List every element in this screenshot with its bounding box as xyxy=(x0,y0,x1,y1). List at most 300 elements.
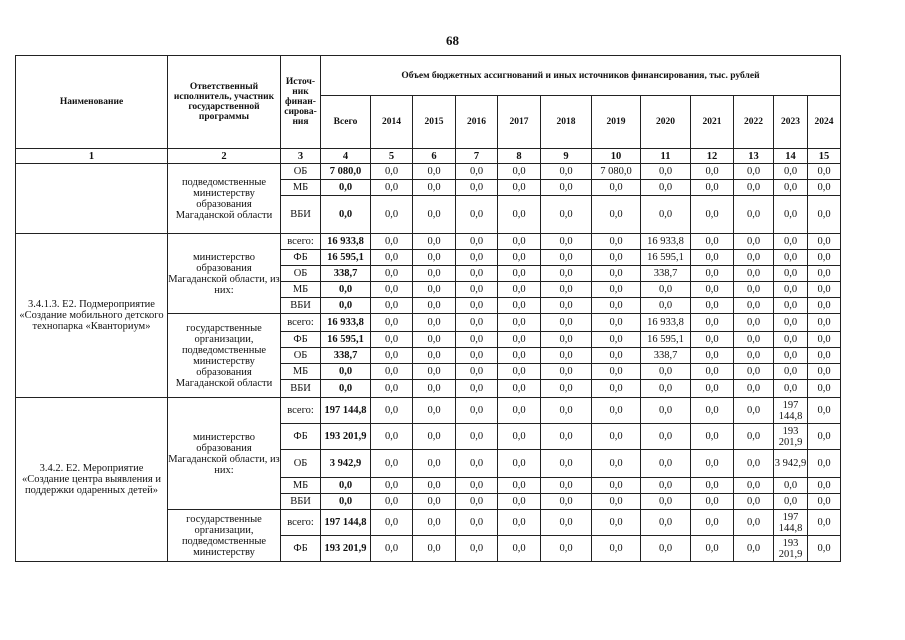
value-cell: 0,0 xyxy=(808,424,841,450)
value-cell: 0,0 xyxy=(774,314,808,332)
budget-table xyxy=(15,55,841,562)
value-cell: 0,0 xyxy=(456,332,498,348)
source-cell: всего: xyxy=(281,398,321,424)
value-cell: 0,0 xyxy=(734,424,774,450)
value-cell: 0,0 xyxy=(413,380,456,398)
value-cell: 16 933,8 xyxy=(641,314,691,332)
source-cell: ФБ xyxy=(281,332,321,348)
value-cell: 0,0 xyxy=(641,424,691,450)
value-cell: 0,0 xyxy=(808,234,841,250)
value-cell: 0,0 xyxy=(734,536,774,562)
value-cell: 0,0 xyxy=(541,348,592,364)
value-cell: 0,0 xyxy=(413,364,456,380)
value-cell: 0,0 xyxy=(592,536,641,562)
value-cell: 0,0 xyxy=(541,164,592,180)
total-cell: 0,0 xyxy=(321,364,371,380)
column-number: 9 xyxy=(541,149,592,164)
value-cell: 193 201,9 xyxy=(774,424,808,450)
value-cell: 0,0 xyxy=(371,298,413,314)
value-cell: 3 942,9 xyxy=(774,450,808,478)
value-cell: 0,0 xyxy=(774,164,808,180)
total-cell: 338,7 xyxy=(321,348,371,364)
value-cell: 16 933,8 xyxy=(641,234,691,250)
header-year: 2019 xyxy=(592,96,641,149)
column-number: 15 xyxy=(808,149,841,164)
value-cell: 0,0 xyxy=(371,478,413,494)
value-cell: 0,0 xyxy=(371,164,413,180)
total-cell: 197 144,8 xyxy=(321,398,371,424)
source-cell: ВБИ xyxy=(281,196,321,234)
source-cell: МБ xyxy=(281,478,321,494)
value-cell: 0,0 xyxy=(371,494,413,510)
value-cell: 0,0 xyxy=(691,424,734,450)
value-cell: 0,0 xyxy=(371,250,413,266)
value-cell: 0,0 xyxy=(498,348,541,364)
value-cell: 0,0 xyxy=(371,510,413,536)
source-cell: ОБ xyxy=(281,348,321,364)
executor-cell: подведомственные министерству образования Магаданской области xyxy=(168,164,281,234)
total-cell: 338,7 xyxy=(321,266,371,282)
value-cell: 0,0 xyxy=(498,478,541,494)
value-cell: 0,0 xyxy=(641,380,691,398)
value-cell: 0,0 xyxy=(456,180,498,196)
source-cell: ФБ xyxy=(281,250,321,266)
value-cell: 0,0 xyxy=(691,196,734,234)
value-cell: 0,0 xyxy=(734,364,774,380)
name-cell-empty xyxy=(16,164,168,234)
value-cell: 0,0 xyxy=(498,536,541,562)
total-cell: 193 201,9 xyxy=(321,424,371,450)
value-cell: 16 595,1 xyxy=(641,332,691,348)
column-number: 6 xyxy=(413,149,456,164)
source-cell: ВБИ xyxy=(281,380,321,398)
header-source: Источ-ник финан-сирова-ния xyxy=(281,56,321,149)
value-cell: 0,0 xyxy=(371,282,413,298)
value-cell: 0,0 xyxy=(592,348,641,364)
value-cell: 0,0 xyxy=(413,424,456,450)
value-cell: 0,0 xyxy=(808,536,841,562)
value-cell: 0,0 xyxy=(592,424,641,450)
value-cell: 0,0 xyxy=(456,282,498,298)
measure-name-cell: 3.4.1.3. Е2. Подмероприятие «Создание мобильного детского технопарка «Кванториум» xyxy=(16,234,168,398)
executor-cell: государственные организации, подведомственные министерству образования Магаданской области xyxy=(168,314,281,398)
value-cell: 0,0 xyxy=(808,332,841,348)
value-cell: 0,0 xyxy=(413,494,456,510)
column-number: 2 xyxy=(168,149,281,164)
value-cell: 0,0 xyxy=(371,266,413,282)
value-cell: 0,0 xyxy=(541,536,592,562)
value-cell: 0,0 xyxy=(774,364,808,380)
value-cell: 0,0 xyxy=(734,494,774,510)
value-cell: 0,0 xyxy=(592,450,641,478)
page-number: 68 xyxy=(446,33,459,48)
value-cell: 0,0 xyxy=(691,494,734,510)
value-cell: 0,0 xyxy=(774,180,808,196)
value-cell: 0,0 xyxy=(371,398,413,424)
value-cell: 0,0 xyxy=(456,380,498,398)
value-cell: 0,0 xyxy=(808,364,841,380)
value-cell: 0,0 xyxy=(456,234,498,250)
value-cell: 197 144,8 xyxy=(774,510,808,536)
value-cell: 0,0 xyxy=(371,424,413,450)
value-cell: 0,0 xyxy=(498,380,541,398)
value-cell: 0,0 xyxy=(734,298,774,314)
value-cell: 0,0 xyxy=(641,510,691,536)
value-cell: 0,0 xyxy=(592,364,641,380)
value-cell: 0,0 xyxy=(774,332,808,348)
value-cell: 0,0 xyxy=(691,164,734,180)
value-cell: 0,0 xyxy=(691,536,734,562)
value-cell: 0,0 xyxy=(691,364,734,380)
value-cell: 0,0 xyxy=(456,510,498,536)
value-cell: 0,0 xyxy=(691,478,734,494)
value-cell: 0,0 xyxy=(592,282,641,298)
source-cell: всего: xyxy=(281,234,321,250)
value-cell: 0,0 xyxy=(456,450,498,478)
value-cell: 0,0 xyxy=(691,450,734,478)
value-cell: 0,0 xyxy=(592,314,641,332)
value-cell: 0,0 xyxy=(774,380,808,398)
value-cell: 0,0 xyxy=(691,510,734,536)
total-cell: 16 933,8 xyxy=(321,234,371,250)
value-cell: 0,0 xyxy=(808,380,841,398)
value-cell: 0,0 xyxy=(413,250,456,266)
header-year: 2015 xyxy=(413,96,456,149)
column-number: 12 xyxy=(691,149,734,164)
value-cell: 0,0 xyxy=(734,478,774,494)
source-cell: МБ xyxy=(281,282,321,298)
value-cell: 0,0 xyxy=(413,234,456,250)
header-year: 2020 xyxy=(641,96,691,149)
source-cell: ВБИ xyxy=(281,298,321,314)
value-cell: 0,0 xyxy=(734,510,774,536)
value-cell: 0,0 xyxy=(456,298,498,314)
value-cell: 0,0 xyxy=(641,180,691,196)
value-cell: 0,0 xyxy=(498,494,541,510)
value-cell: 0,0 xyxy=(541,494,592,510)
column-number: 4 xyxy=(321,149,371,164)
value-cell: 0,0 xyxy=(498,398,541,424)
value-cell: 0,0 xyxy=(413,164,456,180)
value-cell: 0,0 xyxy=(498,180,541,196)
value-cell: 0,0 xyxy=(541,298,592,314)
value-cell: 0,0 xyxy=(413,510,456,536)
total-cell: 16 933,8 xyxy=(321,314,371,332)
header-year: 2023 xyxy=(774,96,808,149)
value-cell: 0,0 xyxy=(691,314,734,332)
value-cell: 0,0 xyxy=(541,282,592,298)
value-cell: 0,0 xyxy=(498,234,541,250)
value-cell: 0,0 xyxy=(541,196,592,234)
column-number: 5 xyxy=(371,149,413,164)
value-cell: 0,0 xyxy=(371,380,413,398)
header-funding-title: Объем бюджетных ассигнований и иных источников финансирования, тыс. рублей xyxy=(321,56,841,96)
value-cell: 0,0 xyxy=(734,266,774,282)
value-cell: 0,0 xyxy=(413,478,456,494)
value-cell: 0,0 xyxy=(541,398,592,424)
value-cell: 0,0 xyxy=(808,494,841,510)
total-cell: 16 595,1 xyxy=(321,250,371,266)
value-cell: 0,0 xyxy=(808,398,841,424)
header-year: 2021 xyxy=(691,96,734,149)
value-cell: 0,0 xyxy=(371,536,413,562)
total-cell: 0,0 xyxy=(321,196,371,234)
value-cell: 0,0 xyxy=(774,494,808,510)
value-cell: 0,0 xyxy=(641,282,691,298)
value-cell: 0,0 xyxy=(541,424,592,450)
value-cell: 0,0 xyxy=(498,332,541,348)
value-cell: 0,0 xyxy=(456,364,498,380)
source-cell: ВБИ xyxy=(281,494,321,510)
total-cell: 16 595,1 xyxy=(321,332,371,348)
value-cell: 0,0 xyxy=(734,450,774,478)
value-cell: 0,0 xyxy=(691,398,734,424)
value-cell: 0,0 xyxy=(541,380,592,398)
value-cell: 0,0 xyxy=(456,250,498,266)
value-cell: 0,0 xyxy=(456,424,498,450)
value-cell: 0,0 xyxy=(413,398,456,424)
value-cell: 0,0 xyxy=(498,164,541,180)
value-cell: 0,0 xyxy=(734,180,774,196)
value-cell: 0,0 xyxy=(498,196,541,234)
value-cell: 0,0 xyxy=(371,348,413,364)
column-number: 11 xyxy=(641,149,691,164)
value-cell: 0,0 xyxy=(774,250,808,266)
value-cell: 0,0 xyxy=(541,180,592,196)
value-cell: 0,0 xyxy=(456,494,498,510)
value-cell: 0,0 xyxy=(498,250,541,266)
value-cell: 193 201,9 xyxy=(774,536,808,562)
value-cell: 197 144,8 xyxy=(774,398,808,424)
value-cell: 0,0 xyxy=(641,164,691,180)
value-cell: 0,0 xyxy=(691,298,734,314)
value-cell: 0,0 xyxy=(734,234,774,250)
source-cell: МБ xyxy=(281,364,321,380)
total-cell: 3 942,9 xyxy=(321,450,371,478)
value-cell: 0,0 xyxy=(541,250,592,266)
value-cell: 0,0 xyxy=(691,180,734,196)
total-cell: 0,0 xyxy=(321,180,371,196)
value-cell: 0,0 xyxy=(592,478,641,494)
value-cell: 0,0 xyxy=(413,266,456,282)
measure-name-cell: 3.4.2. Е2. Мероприятие «Создание центра выявления и поддержки одаренных детей» xyxy=(16,398,168,562)
source-cell: всего: xyxy=(281,314,321,332)
value-cell: 0,0 xyxy=(371,332,413,348)
value-cell: 0,0 xyxy=(808,250,841,266)
total-cell: 0,0 xyxy=(321,380,371,398)
total-cell: 193 201,9 xyxy=(321,536,371,562)
value-cell: 7 080,0 xyxy=(592,164,641,180)
table-row xyxy=(16,398,841,424)
value-cell: 0,0 xyxy=(456,536,498,562)
source-cell: всего: xyxy=(281,510,321,536)
value-cell: 0,0 xyxy=(498,282,541,298)
value-cell: 0,0 xyxy=(541,364,592,380)
value-cell: 0,0 xyxy=(498,510,541,536)
value-cell: 0,0 xyxy=(498,424,541,450)
value-cell: 0,0 xyxy=(456,164,498,180)
header-total: Всего xyxy=(321,96,371,149)
value-cell: 0,0 xyxy=(371,180,413,196)
value-cell: 0,0 xyxy=(691,380,734,398)
value-cell: 0,0 xyxy=(641,494,691,510)
value-cell: 0,0 xyxy=(808,298,841,314)
value-cell: 0,0 xyxy=(641,478,691,494)
source-cell: ФБ xyxy=(281,424,321,450)
value-cell: 0,0 xyxy=(592,234,641,250)
value-cell: 0,0 xyxy=(541,234,592,250)
value-cell: 0,0 xyxy=(808,510,841,536)
total-cell: 7 080,0 xyxy=(321,164,371,180)
header-year: 2017 xyxy=(498,96,541,149)
value-cell: 0,0 xyxy=(592,332,641,348)
value-cell: 0,0 xyxy=(774,266,808,282)
value-cell: 0,0 xyxy=(541,314,592,332)
value-cell: 16 595,1 xyxy=(641,250,691,266)
value-cell: 0,0 xyxy=(808,282,841,298)
value-cell: 0,0 xyxy=(498,266,541,282)
total-cell: 0,0 xyxy=(321,282,371,298)
header-year: 2014 xyxy=(371,96,413,149)
value-cell: 0,0 xyxy=(413,536,456,562)
value-cell: 338,7 xyxy=(641,348,691,364)
source-cell: ОБ xyxy=(281,450,321,478)
value-cell: 338,7 xyxy=(641,266,691,282)
value-cell: 0,0 xyxy=(691,282,734,298)
value-cell: 0,0 xyxy=(371,196,413,234)
value-cell: 0,0 xyxy=(413,332,456,348)
value-cell: 0,0 xyxy=(371,314,413,332)
column-number: 8 xyxy=(498,149,541,164)
value-cell: 0,0 xyxy=(498,298,541,314)
value-cell: 0,0 xyxy=(774,196,808,234)
value-cell: 0,0 xyxy=(413,450,456,478)
value-cell: 0,0 xyxy=(808,450,841,478)
value-cell: 0,0 xyxy=(734,380,774,398)
header-executor: Ответственный исполнитель, участник государственной программы xyxy=(168,56,281,149)
value-cell: 0,0 xyxy=(592,510,641,536)
value-cell: 0,0 xyxy=(592,398,641,424)
value-cell: 0,0 xyxy=(592,196,641,234)
value-cell: 0,0 xyxy=(808,164,841,180)
value-cell: 0,0 xyxy=(774,348,808,364)
value-cell: 0,0 xyxy=(691,234,734,250)
value-cell: 0,0 xyxy=(734,398,774,424)
source-cell: ОБ xyxy=(281,266,321,282)
header-year: 2018 xyxy=(541,96,592,149)
total-cell: 0,0 xyxy=(321,298,371,314)
header-name: Наименование xyxy=(16,56,168,149)
column-number: 1 xyxy=(16,149,168,164)
value-cell: 0,0 xyxy=(734,348,774,364)
value-cell: 0,0 xyxy=(413,298,456,314)
value-cell: 0,0 xyxy=(413,282,456,298)
source-cell: ФБ xyxy=(281,536,321,562)
value-cell: 0,0 xyxy=(734,196,774,234)
value-cell: 0,0 xyxy=(541,478,592,494)
executor-cell: министерство образования Магаданской области, из них: xyxy=(168,234,281,314)
value-cell: 0,0 xyxy=(456,398,498,424)
value-cell: 0,0 xyxy=(808,266,841,282)
source-cell: МБ xyxy=(281,180,321,196)
value-cell: 0,0 xyxy=(413,348,456,364)
column-number: 3 xyxy=(281,149,321,164)
value-cell: 0,0 xyxy=(808,314,841,332)
value-cell: 0,0 xyxy=(691,348,734,364)
value-cell: 0,0 xyxy=(691,250,734,266)
table-row xyxy=(16,234,841,250)
total-cell: 0,0 xyxy=(321,494,371,510)
value-cell: 0,0 xyxy=(808,180,841,196)
value-cell: 0,0 xyxy=(808,348,841,364)
header-year: 2022 xyxy=(734,96,774,149)
value-cell: 0,0 xyxy=(413,314,456,332)
value-cell: 0,0 xyxy=(808,478,841,494)
value-cell: 0,0 xyxy=(808,196,841,234)
column-number: 14 xyxy=(774,149,808,164)
value-cell: 0,0 xyxy=(592,298,641,314)
header-year: 2016 xyxy=(456,96,498,149)
value-cell: 0,0 xyxy=(774,298,808,314)
value-cell: 0,0 xyxy=(413,180,456,196)
header-year: 2024 xyxy=(808,96,841,149)
value-cell: 0,0 xyxy=(456,314,498,332)
value-cell: 0,0 xyxy=(641,364,691,380)
value-cell: 0,0 xyxy=(371,234,413,250)
value-cell: 0,0 xyxy=(592,180,641,196)
value-cell: 0,0 xyxy=(456,196,498,234)
value-cell: 0,0 xyxy=(592,380,641,398)
value-cell: 0,0 xyxy=(774,282,808,298)
value-cell: 0,0 xyxy=(456,478,498,494)
value-cell: 0,0 xyxy=(413,196,456,234)
value-cell: 0,0 xyxy=(774,234,808,250)
column-number: 7 xyxy=(456,149,498,164)
value-cell: 0,0 xyxy=(734,164,774,180)
value-cell: 0,0 xyxy=(734,250,774,266)
value-cell: 0,0 xyxy=(691,266,734,282)
value-cell: 0,0 xyxy=(592,494,641,510)
total-cell: 0,0 xyxy=(321,478,371,494)
value-cell: 0,0 xyxy=(371,364,413,380)
value-cell: 0,0 xyxy=(592,250,641,266)
executor-cell: государственные организации, подведомственные министерству xyxy=(168,510,281,562)
value-cell: 0,0 xyxy=(641,298,691,314)
column-number: 10 xyxy=(592,149,641,164)
value-cell: 0,0 xyxy=(641,536,691,562)
value-cell: 0,0 xyxy=(498,314,541,332)
value-cell: 0,0 xyxy=(541,266,592,282)
value-cell: 0,0 xyxy=(641,196,691,234)
value-cell: 0,0 xyxy=(498,364,541,380)
source-cell: ОБ xyxy=(281,164,321,180)
value-cell: 0,0 xyxy=(641,398,691,424)
value-cell: 0,0 xyxy=(734,282,774,298)
value-cell: 0,0 xyxy=(541,450,592,478)
value-cell: 0,0 xyxy=(774,478,808,494)
total-cell: 197 144,8 xyxy=(321,510,371,536)
column-number: 13 xyxy=(734,149,774,164)
value-cell: 0,0 xyxy=(498,450,541,478)
value-cell: 0,0 xyxy=(456,348,498,364)
value-cell: 0,0 xyxy=(541,510,592,536)
value-cell: 0,0 xyxy=(456,266,498,282)
value-cell: 0,0 xyxy=(541,332,592,348)
table-row xyxy=(16,164,841,180)
value-cell: 0,0 xyxy=(641,450,691,478)
value-cell: 0,0 xyxy=(734,314,774,332)
value-cell: 0,0 xyxy=(371,450,413,478)
